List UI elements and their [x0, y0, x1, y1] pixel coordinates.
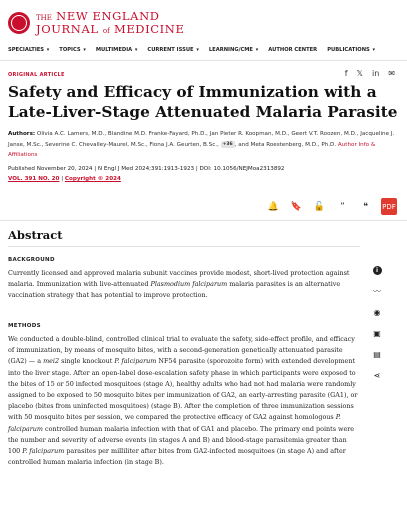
- nav-author-center[interactable]: AUTHOR CENTER: [268, 47, 318, 53]
- nav-current-issue[interactable]: CURRENT ISSUE ▾: [147, 47, 199, 53]
- nejm-logo[interactable]: [8, 8, 184, 38]
- article-title: Safety and Efficacy of Immunization with a Late-Liver-Stage Attenuated Malaria Parasite: [8, 83, 398, 121]
- metrics-icon[interactable]: 〰: [373, 287, 381, 296]
- facebook-icon[interactable]: f: [344, 69, 348, 78]
- nejm-wordmark: THE NEW ENGLAND JOURNAL of MEDICINE: [36, 9, 185, 36]
- publication-info: Published November 20, 2024 | N Engl J Med 2024;391:1913-1923 | DOI: 10.1056/NEJMoa2313892 VOL. 391 NO. 20 | Copyright © 2024: [8, 164, 400, 184]
- article-type-label: ORIGINAL ARTICLE: [8, 72, 65, 78]
- authors-tail: , and Meta Roestenberg, M.D., Ph.D.: [234, 141, 337, 148]
- authors-text: Olivia A.C. Lamers, M.D., Blandine M.D. Franke-Fayard, Ph.D., Jan Pieter R. Koopman, M.D., Geert V.T. Roozen, M.D., Jacqueline J. Janse, M.Sc., Severine C. Chevalley-Maurel, M.Sc., Fiona J.A. Geurten, B.Sc.,: [8, 131, 395, 148]
- nav-learning-cme[interactable]: LEARNING/CME ▾: [208, 47, 259, 53]
- nav-topics[interactable]: TOPICS ▾: [59, 47, 86, 53]
- more-authors-button[interactable]: +36: [222, 141, 233, 147]
- chevron-down-icon: ▾: [194, 47, 199, 53]
- nav-multimedia[interactable]: MULTIMEDIA ▾: [95, 47, 138, 53]
- published-line: Published November 20, 2024 | N Engl J Med 2024;391:1913-1923 | DOI: 10.1056/NEJMoa2313892: [8, 166, 285, 172]
- nav-specialties[interactable]: SPECIALTIES ▾: [8, 47, 50, 53]
- right-rail-toolbar: [367, 260, 387, 386]
- comment-icon[interactable]: ”: [340, 201, 345, 212]
- pdf-download-button[interactable]: PDF: [381, 198, 397, 215]
- figures-icon[interactable]: ▣: [373, 329, 381, 338]
- references-icon[interactable]: ▤: [373, 350, 381, 359]
- cite-quote-icon[interactable]: ❝: [363, 201, 368, 212]
- bell-icon[interactable]: 🔔: [267, 201, 280, 212]
- chevron-down-icon: ▾: [370, 47, 376, 53]
- chevron-down-icon: ▾: [133, 47, 138, 53]
- background-paragraph: Currently licensed and approved malaria subunit vaccines provide modest, short-lived protection against malaria. Immunization with live-attenuated Plasmodium falciparum malaria parasites is an alternative vaccination strategy that has potential to improve protection.: [8, 269, 350, 300]
- nejm-seal-icon: [8, 12, 30, 34]
- abstract-divider: [8, 246, 360, 247]
- top-navigation: [8, 47, 399, 53]
- eye-icon[interactable]: ◉: [373, 308, 381, 317]
- share-icons: [345, 69, 395, 78]
- share-icon[interactable]: ⋖: [373, 371, 381, 380]
- copyright-link[interactable]: Copyright © 2024: [64, 176, 121, 182]
- chevron-down-icon: ▾: [81, 47, 86, 53]
- unlock-icon[interactable]: 🔓: [313, 201, 326, 212]
- nav-divider: [0, 60, 407, 61]
- methods-paragraph: We conducted a double-blind, controlled clinical trial to evaluate the safety, side-effect profile, and efficacy of immunization, by means of mosquito bites, with a second-generation genetically attenuated parasite (GA2) — a mei2 single knockout P. falciparum NF54 parasite (sporozoite form) with extended development into the liver stage. After an open-label dose-escalation safety phase in which participants were exposed to the bites of 15 or 50 infected mosquitoes (stage A), healthy adults who had not had malaria were randomly assigned to be exposed to 50 mosquito bites per immunization of GA2, an early-arresting parasite (GA1), or placebo (bites from uninfected mosquitoes) (stage B). After the completion of three immunization sessions with 50 mosquito bites per session, we compared the protective efficacy of GA2 against homologous P. falciparum controlled human malaria infection with that of GA1 and placebo. The primary end points were the number and severity of adverse events (in stages A and B) and blood-stage parasitemia greater than 100 P. falciparum parasites per milliliter after bites from GA2-infected mosquitoes (in stage A) and after controlled human malaria infection (in stage B).: [8, 335, 358, 467]
- chevron-down-icon: ▾: [45, 47, 50, 53]
- nav-publications[interactable]: PUBLICATIONS ▾: [327, 47, 376, 53]
- abstract-heading: Abstract: [8, 228, 63, 242]
- info-icon[interactable]: i: [367, 260, 387, 281]
- background-heading: BACKGROUND: [8, 257, 55, 263]
- bookmark-icon[interactable]: 🔖: [290, 201, 303, 212]
- email-icon[interactable]: ✉: [388, 69, 395, 78]
- author-list: [8, 129, 398, 161]
- volume-link[interactable]: VOL. 391 NO. 20: [8, 176, 60, 182]
- methods-heading: METHODS: [8, 323, 41, 329]
- article-toolbar: [262, 198, 397, 215]
- linkedin-icon[interactable]: in: [372, 69, 380, 78]
- author-info-link[interactable]: Author Info & Affiliations: [8, 141, 376, 158]
- x-twitter-icon[interactable]: 𝕏: [356, 69, 363, 78]
- header-divider: [0, 220, 407, 221]
- chevron-down-icon: ▾: [253, 47, 259, 53]
- authors-label: Authors:: [8, 131, 36, 137]
